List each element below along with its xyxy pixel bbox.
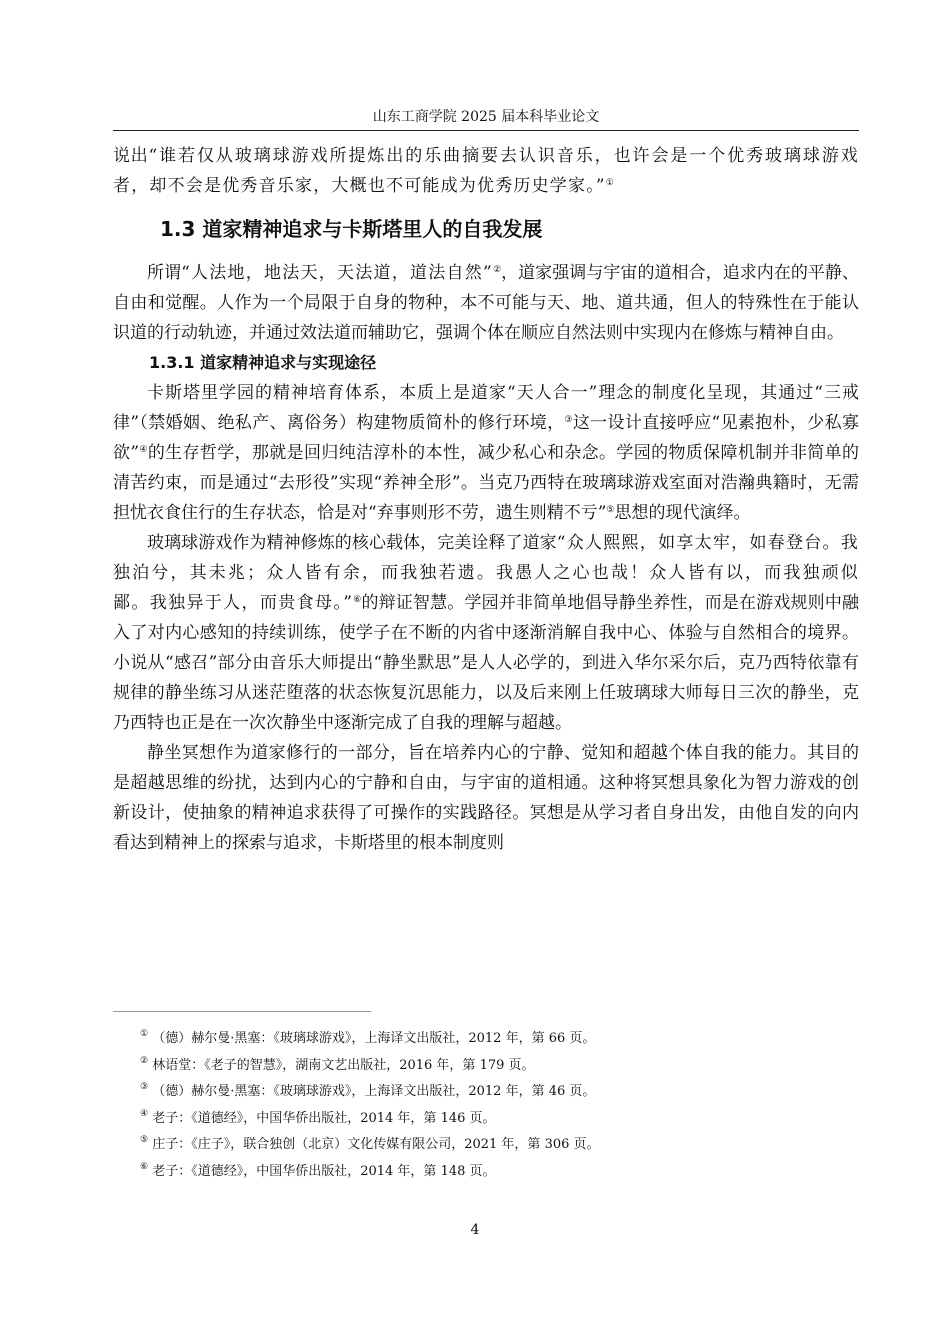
main-body	[113, 258, 859, 858]
footnote-text: 林语堂：《老子的智慧》，湖南文艺出版社，2016 年，第 179 页。	[152, 1057, 535, 1073]
footnote-rule	[113, 1011, 371, 1012]
footnote-6	[140, 1159, 600, 1186]
paragraph-4: 静坐冥想作为道家修行的一部分，旨在培养内心的宁静、觉知和超越个体自我的能力。其目的是超越思维的纷扰，达到内心的宁静和自由，与宇宙的道相通。这种将冥想具象化为智力游戏的创新设计，使抽象的精神追求获得了可操作的实践路径。冥想是从学习者自身出发，由他自发的向内看达到精神上的探索与追求，卡斯塔里的根本制度则	[113, 743, 859, 853]
footnote-3	[140, 1079, 600, 1106]
header-rule	[113, 130, 859, 131]
footnote-text: （德）赫尔曼·黑塞：《玻璃球游戏》，上海译文出版社，2012 年，第 66 页。	[152, 1031, 596, 1046]
p1-text-a: 所谓	[147, 263, 182, 283]
footnote-mark: ⑥	[140, 1161, 149, 1172]
p1-text-b: ，道家强调与宇宙的道相合，追求内在的平静、自由和觉醒。人作为一个局限于自身的物种，本不可能与天、地、道共通，但人的特殊性在于能认识道的行动轨迹，并通过效法道而辅助它，强调个体在顺应自然法则中实现内在修炼与精神自由。	[113, 263, 860, 343]
p2-text-a: 卡斯塔里学园的精神培育体系，本质上是道家“天人合一”理念的制度化呈现，其通过“三戒律”（禁婚姻、绝私产、离俗务）构建物质简朴的修行环境，	[113, 383, 859, 433]
running-header: 山东工商学院 2025 届本科毕业论文	[372, 109, 600, 125]
paragraph-3	[113, 528, 859, 738]
footnote-mark: ④	[140, 1108, 149, 1119]
p2-text-b: 这一设计直接呼应“见素抱朴，少私寡欲”	[113, 413, 859, 463]
footnote-ref-6[interactable]: ⑥	[353, 595, 362, 605]
footnote-4	[140, 1106, 600, 1133]
footnote-text: 老子：《道德经》，中国华侨出版社，2014 年，第 146 页。	[152, 1110, 496, 1126]
footnote-text: 老子：《道德经》，中国华侨出版社，2014 年，第 148 页。	[152, 1163, 496, 1179]
footnote-mark: ③	[140, 1082, 149, 1092]
p3-text-b: 的辩证智慧。学园并非简单地倡导静坐养性，而是在游戏规则中融入了对内心感知的持续训练，使学子在不断的内省中逐渐消解自我中心、体验与自然相合的境界。小说从“感召”部分由音乐大师提出“静坐默思”是人人必学的，到进入华尔采尔后，克乃西特依靠有规律的静坐练习从迷茫堕落的状态恢复沉思能力，以及后来刚上任玻璃球大师每日三次的静坐，克乃西特也正是在一次次静坐中逐渐完成了自我的理解与超越。	[113, 593, 859, 733]
paragraph-2	[113, 378, 859, 528]
section-heading: 1.3 道家精神追求与卡斯塔里人的自我发展	[160, 217, 543, 241]
footnote-ref-2[interactable]: ②	[492, 265, 502, 275]
footnotes	[140, 1026, 600, 1185]
footnote-5	[140, 1132, 600, 1159]
p2-text-d: 思想的现代演绎。	[614, 503, 751, 523]
p3-quote: “众人熙熙，如享太牢，如春登台。我独泊兮，其未兆；众人皆有余，而我独若遗。我愚人之心也哉！众人皆有以，而我独顽似鄙。我独异于人，而贵食母。”	[113, 533, 860, 613]
footnote-ref-4[interactable]: ④	[139, 445, 148, 455]
intro-text: 说出	[113, 146, 149, 166]
footnote-ref-5[interactable]: ⑤	[606, 505, 615, 515]
footnote-2	[140, 1053, 600, 1080]
footnote-mark: ⑤	[140, 1135, 149, 1145]
footnote-mark: ②	[140, 1055, 149, 1066]
paragraph-1	[113, 258, 859, 348]
footnote-1	[140, 1026, 600, 1053]
footnote-mark: ①	[140, 1029, 149, 1039]
intro-paragraph	[113, 141, 859, 201]
page-number: 4	[470, 1222, 480, 1238]
p2-text-c: 的生存哲学，那就是回归纯洁淳朴的本性，减少私心和杂念。学园的物质保障机制并非简单的清苦约束，而是通过“去形役”实现“养神全形”。当克乃西特在玻璃球游戏室面对浩瀚典籍时，无需担忧衣食住行的生存状态，恰是对“弃事则形不劳，遗生则精不亏”	[113, 443, 859, 523]
p1-quote: “人法地，地法天，天法道，道法自然”	[181, 263, 493, 283]
intro-quote: “谁若仅从玻璃球游戏所提炼出的乐曲摘要去认识音乐，也许会是一个优秀玻璃球游戏者，却不会是优秀音乐家，大概也不可能成为优秀历史学家。”	[113, 146, 860, 196]
footnote-text: 庄子：《庄子》，联合独创（北京）文化传媒有限公司，2021 年，第 306 页。	[152, 1137, 600, 1152]
footnote-ref-3[interactable]: ③	[564, 415, 573, 425]
footnote-ref-1[interactable]: ①	[605, 178, 614, 188]
p3-text-a: 玻璃球游戏作为精神修炼的核心载体，完美诠释了道家	[147, 533, 557, 553]
footnote-text: （德）赫尔曼·黑塞：《玻璃球游戏》，上海译文出版社，2012 年，第 46 页。	[152, 1084, 596, 1099]
subsection-heading: 1.3.1 道家精神追求与实现途径	[149, 353, 377, 372]
